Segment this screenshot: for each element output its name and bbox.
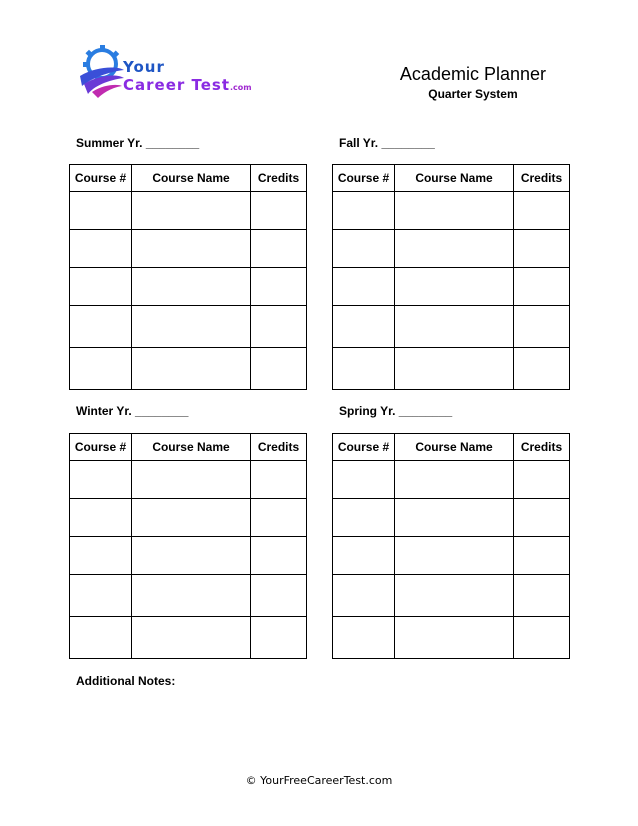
- col-header-course-number: Course #: [333, 165, 395, 192]
- course-number-cell[interactable]: [333, 499, 395, 537]
- footer-copyright: © YourFreeCareerTest.com: [245, 774, 393, 787]
- course-number-cell[interactable]: [70, 192, 132, 230]
- credits-cell[interactable]: [514, 499, 570, 537]
- table-row: [70, 575, 307, 617]
- credits-cell[interactable]: [251, 268, 307, 306]
- table-row: [70, 306, 307, 348]
- table-row: [70, 617, 307, 659]
- course-number-cell[interactable]: [70, 461, 132, 499]
- course-name-cell[interactable]: [395, 348, 514, 390]
- table-row: [333, 268, 570, 306]
- course-number-cell[interactable]: [333, 617, 395, 659]
- table-row: [333, 230, 570, 268]
- fall-course-table: [332, 164, 570, 390]
- table-row: [333, 575, 570, 617]
- credits-cell[interactable]: [514, 461, 570, 499]
- credits-cell[interactable]: [514, 348, 570, 390]
- credits-cell[interactable]: [514, 617, 570, 659]
- additional-notes-label: Additional Notes:: [76, 674, 176, 688]
- credits-cell[interactable]: [251, 499, 307, 537]
- credits-cell[interactable]: [251, 192, 307, 230]
- course-number-cell[interactable]: [333, 268, 395, 306]
- page-subtitle: Quarter System: [428, 87, 518, 101]
- course-name-cell[interactable]: [395, 230, 514, 268]
- table-row: [70, 230, 307, 268]
- title-block: [400, 64, 546, 101]
- course-name-cell[interactable]: [132, 230, 251, 268]
- credits-cell[interactable]: [514, 306, 570, 348]
- term-label-fall: Fall Yr. ________: [339, 136, 435, 150]
- table-header-row: [333, 434, 570, 461]
- course-name-cell[interactable]: [395, 617, 514, 659]
- course-name-cell[interactable]: [395, 537, 514, 575]
- course-number-cell[interactable]: [333, 348, 395, 390]
- table-row: [333, 537, 570, 575]
- credits-cell[interactable]: [251, 537, 307, 575]
- course-number-cell[interactable]: [70, 230, 132, 268]
- course-number-cell[interactable]: [70, 499, 132, 537]
- course-number-cell[interactable]: [333, 537, 395, 575]
- course-number-cell[interactable]: [70, 306, 132, 348]
- logo-suffix: .com: [230, 83, 252, 92]
- course-name-cell[interactable]: [395, 575, 514, 617]
- logo-line1: Your: [123, 58, 165, 76]
- course-number-cell[interactable]: [70, 268, 132, 306]
- course-name-cell[interactable]: [132, 461, 251, 499]
- col-header-course-number: Course #: [70, 434, 132, 461]
- credits-cell[interactable]: [251, 617, 307, 659]
- course-number-cell[interactable]: [333, 192, 395, 230]
- credits-cell[interactable]: [514, 537, 570, 575]
- table-row: [333, 192, 570, 230]
- course-name-cell[interactable]: [132, 499, 251, 537]
- course-number-cell[interactable]: [70, 575, 132, 617]
- credits-cell[interactable]: [251, 230, 307, 268]
- winter-course-table: [69, 433, 307, 659]
- course-name-cell[interactable]: [132, 575, 251, 617]
- table-row: [333, 461, 570, 499]
- table-row: [70, 192, 307, 230]
- col-header-credits: Credits: [251, 165, 307, 192]
- term-label-spring: Spring Yr. ________: [339, 404, 453, 418]
- table-row: [70, 499, 307, 537]
- table-row: [333, 348, 570, 390]
- course-number-cell[interactable]: [333, 230, 395, 268]
- col-header-course-name: Course Name: [132, 434, 251, 461]
- course-name-cell[interactable]: [395, 306, 514, 348]
- summer-course-table: [69, 164, 307, 390]
- credits-cell[interactable]: [251, 575, 307, 617]
- credits-cell[interactable]: [514, 230, 570, 268]
- col-header-course-name: Course Name: [132, 165, 251, 192]
- course-number-cell[interactable]: [333, 575, 395, 617]
- table-row: [70, 461, 307, 499]
- course-name-cell[interactable]: [132, 617, 251, 659]
- table-row: [70, 537, 307, 575]
- col-header-credits: Credits: [514, 165, 570, 192]
- credits-cell[interactable]: [251, 306, 307, 348]
- logo: [78, 42, 253, 100]
- col-header-course-number: Course #: [70, 165, 132, 192]
- credits-cell[interactable]: [514, 268, 570, 306]
- course-number-cell[interactable]: [70, 537, 132, 575]
- col-header-course-name: Course Name: [395, 434, 514, 461]
- course-name-cell[interactable]: [395, 192, 514, 230]
- credits-cell[interactable]: [514, 192, 570, 230]
- term-label-winter: Winter Yr. ________: [76, 404, 189, 418]
- logo-line2-text: Career Test: [123, 76, 231, 94]
- course-name-cell[interactable]: [132, 306, 251, 348]
- credits-cell[interactable]: [251, 348, 307, 390]
- term-label-summer: Summer Yr. ________: [76, 136, 200, 150]
- table-header-row: [70, 165, 307, 192]
- logo-line2: [123, 76, 252, 94]
- course-name-cell[interactable]: [395, 268, 514, 306]
- course-name-cell[interactable]: [395, 461, 514, 499]
- course-number-cell[interactable]: [70, 617, 132, 659]
- table-header-row: [333, 165, 570, 192]
- course-name-cell[interactable]: [395, 499, 514, 537]
- table-row: [70, 268, 307, 306]
- course-name-cell[interactable]: [132, 537, 251, 575]
- table-row: [333, 617, 570, 659]
- course-number-cell[interactable]: [70, 348, 132, 390]
- course-name-cell[interactable]: [132, 268, 251, 306]
- table-row: [333, 499, 570, 537]
- credits-cell[interactable]: [514, 575, 570, 617]
- page-title: Academic Planner: [399, 64, 546, 84]
- table-row: [70, 348, 307, 390]
- table-header-row: [70, 434, 307, 461]
- course-name-cell[interactable]: [132, 192, 251, 230]
- course-name-cell[interactable]: [132, 348, 251, 390]
- col-header-course-name: Course Name: [395, 165, 514, 192]
- credits-cell[interactable]: [251, 461, 307, 499]
- course-number-cell[interactable]: [333, 461, 395, 499]
- col-header-credits: Credits: [251, 434, 307, 461]
- course-number-cell[interactable]: [333, 306, 395, 348]
- col-header-course-number: Course #: [333, 434, 395, 461]
- table-row: [333, 306, 570, 348]
- col-header-credits: Credits: [514, 434, 570, 461]
- spring-course-table: [332, 433, 570, 659]
